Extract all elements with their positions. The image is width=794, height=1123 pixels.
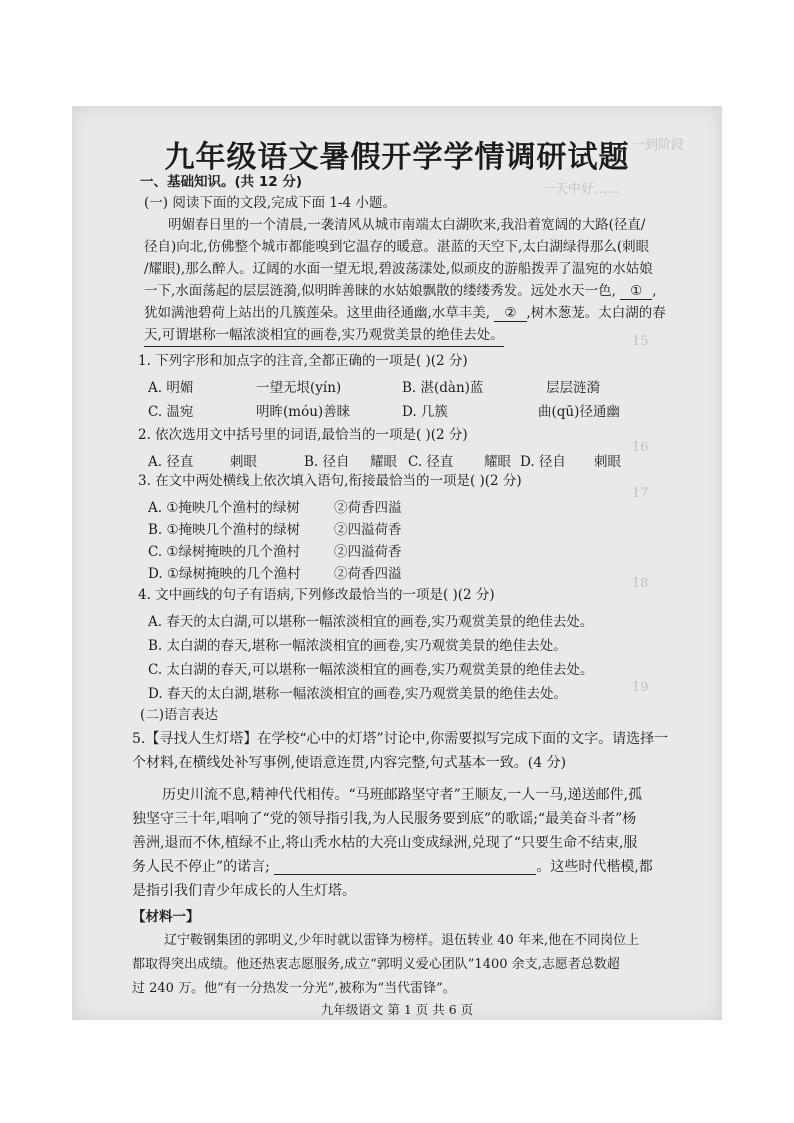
q1-opt-a: A. 明媚 (148, 380, 194, 396)
q1-opt-d: D. 几簇 (402, 404, 448, 420)
q3-opt-b: B. ①掩映几个渔村的绿树 (148, 522, 301, 538)
passage-line-4: 一下,水面荡起的层层涟漪,似明眸善睐的水姑娘飘散的缕缕秀发。远处水天一色, ① , (144, 283, 657, 299)
blank-2: ② (494, 305, 526, 322)
q5-para-1: 历史川流不息,精神代代相传。“马班邮路坚守者”王顺友,一人一马,递送邮件,孤 (162, 787, 643, 803)
q1-opt-b-2: 层层涟漪 (546, 380, 600, 396)
bleed-num-17: 17 (632, 486, 649, 501)
part1-intro: (一) 阅读下面的文段,完成下面 1-4 小题。 (144, 195, 396, 211)
q5-para-5: 是指引我们青少年成长的人生灯塔。 (132, 883, 356, 899)
q4-stem: 4. 文中画线的句子有语病,下列修改最恰当的一项是( )(2 分) (138, 587, 495, 603)
passage-line-4-text: 一下,水面荡起的层层涟漪,似明眸善睐的水姑娘飘散的缕缕秀发。远处水天一色, (144, 283, 616, 299)
exam-paper (72, 106, 722, 1020)
passage-line-3: /耀眼),那么醉人。辽阔的水面一望无垠,碧波荡漾处,似顽皮的游船拨弄了温宛的水姑娘 (144, 261, 653, 277)
q2-opt-b-2: 耀眼 (370, 454, 397, 470)
q4-opt-b: B. 太白湖的春天,堪称一幅浓淡相宜的画卷,实乃观赏美景的绝佳去处。 (148, 638, 567, 654)
passage-line-1: 明媚春日里的一个清晨,一袭清风从城市南端太白湖吹来,我沿着宽阔的大路(径直/ (168, 217, 646, 233)
q2-opt-b: B. 径自 (304, 454, 350, 470)
bleed-num-19: 19 (632, 680, 649, 695)
q5-para-4-text: 务人民不停止”的诺言; (132, 859, 270, 875)
q1-opt-d-2: 曲(qū)径通幽 (538, 404, 620, 420)
q1-opt-c-2: 明眸(móu)善睐 (256, 404, 351, 420)
part2-heading: (二)语言表达 (140, 707, 219, 723)
q3-opt-a-2: ②荷香四溢 (334, 500, 402, 516)
bleed-num-15: 15 (632, 334, 649, 349)
q2-opt-d-2: 刺眼 (594, 454, 621, 470)
passage-line-6-underlined: 天,可谓堪称一幅浓淡相宜的画卷,实乃观赏美景的绝佳去处。 (144, 324, 504, 347)
q3-opt-d-2: ②荷香四溢 (334, 566, 402, 582)
page-title: 九年级语文暑假开学学情调研试题 (164, 140, 630, 175)
passage-line-5-tail: ,树木葱茏。太白湖的春 (526, 305, 666, 321)
q2-opt-c-2: 耀眼 (484, 454, 511, 470)
bleed-text-1: 一到阶段 (632, 138, 685, 153)
q1-stem: 1. 下列字形和加点字的注音,全都正确的一项是( )(2 分) (138, 353, 468, 369)
q1-opt-a-2: 一望无垠(yín) (256, 380, 342, 396)
bleed-num-16: 16 (632, 440, 649, 455)
q2-opt-c: C. 径直 (408, 454, 454, 470)
material1-line-3: 过 240 万。他“有一分热发一分光”,被称为“当代雷锋”。 (132, 981, 456, 996)
q2-opt-a: A. 径直 (148, 454, 194, 470)
q4-opt-a: A. 春天的太白湖,可以堪称一幅浓淡相宜的画卷,实乃观赏美景的绝佳去处。 (148, 614, 594, 630)
q2-opt-d: D. 径自 (520, 454, 566, 470)
material1-heading: 【材料一】 (132, 909, 200, 925)
material1-line-2: 都取得突出成绩。他还热衷志愿服务,成立“郭明义爱心团队”1400 余支,志愿者总数超 (132, 957, 620, 972)
q1-opt-b: B. 湛(dàn)蓝 (402, 380, 484, 396)
bleed-num-18: 18 (632, 576, 649, 591)
q1-opt-c: C. 温宛 (148, 404, 194, 420)
passage-line-5 (144, 302, 666, 324)
q4-opt-d: D. 春天的太白湖,堪称一幅浓淡相宜的画卷,实乃观赏美景的绝佳去处。 (148, 686, 568, 702)
material1-line-1: 辽宁鞍钢集团的郭明义,少年时就以雷锋为榜样。退伍转业 40 年来,他在不同岗位上 (164, 933, 640, 948)
q5-para-2: 独坚守三十年,唱响了“党的领导指引我,为人民服务要到底”的歌谣;“最美奋斗者”杨 (132, 811, 637, 827)
passage-line-5-text: 犹如满池碧荷上站出的几簇莲朵。这里曲径通幽,水草丰美, (144, 305, 491, 321)
q3-opt-b-2: ②四溢荷香 (334, 522, 402, 538)
q5-answer-blank[interactable] (274, 858, 536, 875)
q3-stem: 3. 在文中两处横线上依次填入语句,衔接最恰当的一项是( )(2 分) (138, 473, 522, 489)
q3-opt-c: C. ①绿树掩映的几个渔村 (148, 544, 301, 560)
page-footer: 九年级语文 第 1 页 共 6 页 (320, 1002, 474, 1017)
bleed-text-2: 一天中好…… (542, 182, 621, 197)
q4-opt-c: C. 太白湖的春天,可以堪称一幅浓淡相宜的画卷,实乃观赏美景的绝佳去处。 (148, 662, 594, 678)
q5-para-3: 善洲,退而不休,植绿不止,将山秃水枯的大亮山变成绿洲,兑现了“只要生命不结束,服 (132, 835, 638, 851)
q3-opt-a: A. ①掩映几个渔村的绿树 (148, 500, 300, 516)
q3-opt-c-2: ②四溢荷香 (334, 544, 402, 560)
q5-line-1: 5.【寻找人生灯塔】在学校“心中的灯塔”讨论中,你需要拟写完成下面的文字。请选择一 (132, 731, 669, 747)
passage-line-2: 径自)向北,仿佛整个城市都能嗅到它温存的暖意。湛蓝的天空下,太白湖绿得那么(刺眼 (144, 239, 650, 255)
q5-para-4-tail: 。这些时代楷模,都 (536, 859, 653, 875)
q3-opt-d: D. ①绿树掩映的几个渔村 (148, 566, 301, 582)
q2-stem: 2. 依次选用文中括号里的词语,最恰当的一项是( )(2 分) (138, 427, 468, 443)
q2-opt-a-2: 刺眼 (230, 454, 257, 470)
blank-1: ① (620, 283, 652, 300)
q5-para-4 (132, 856, 653, 878)
section-heading: 一、基础知识。(共 12 分) (140, 174, 303, 190)
q5-line-2: 个材料,在横线处补写事例,使语意连贯,内容完整,句式基本一致。(4 分) (132, 755, 567, 771)
